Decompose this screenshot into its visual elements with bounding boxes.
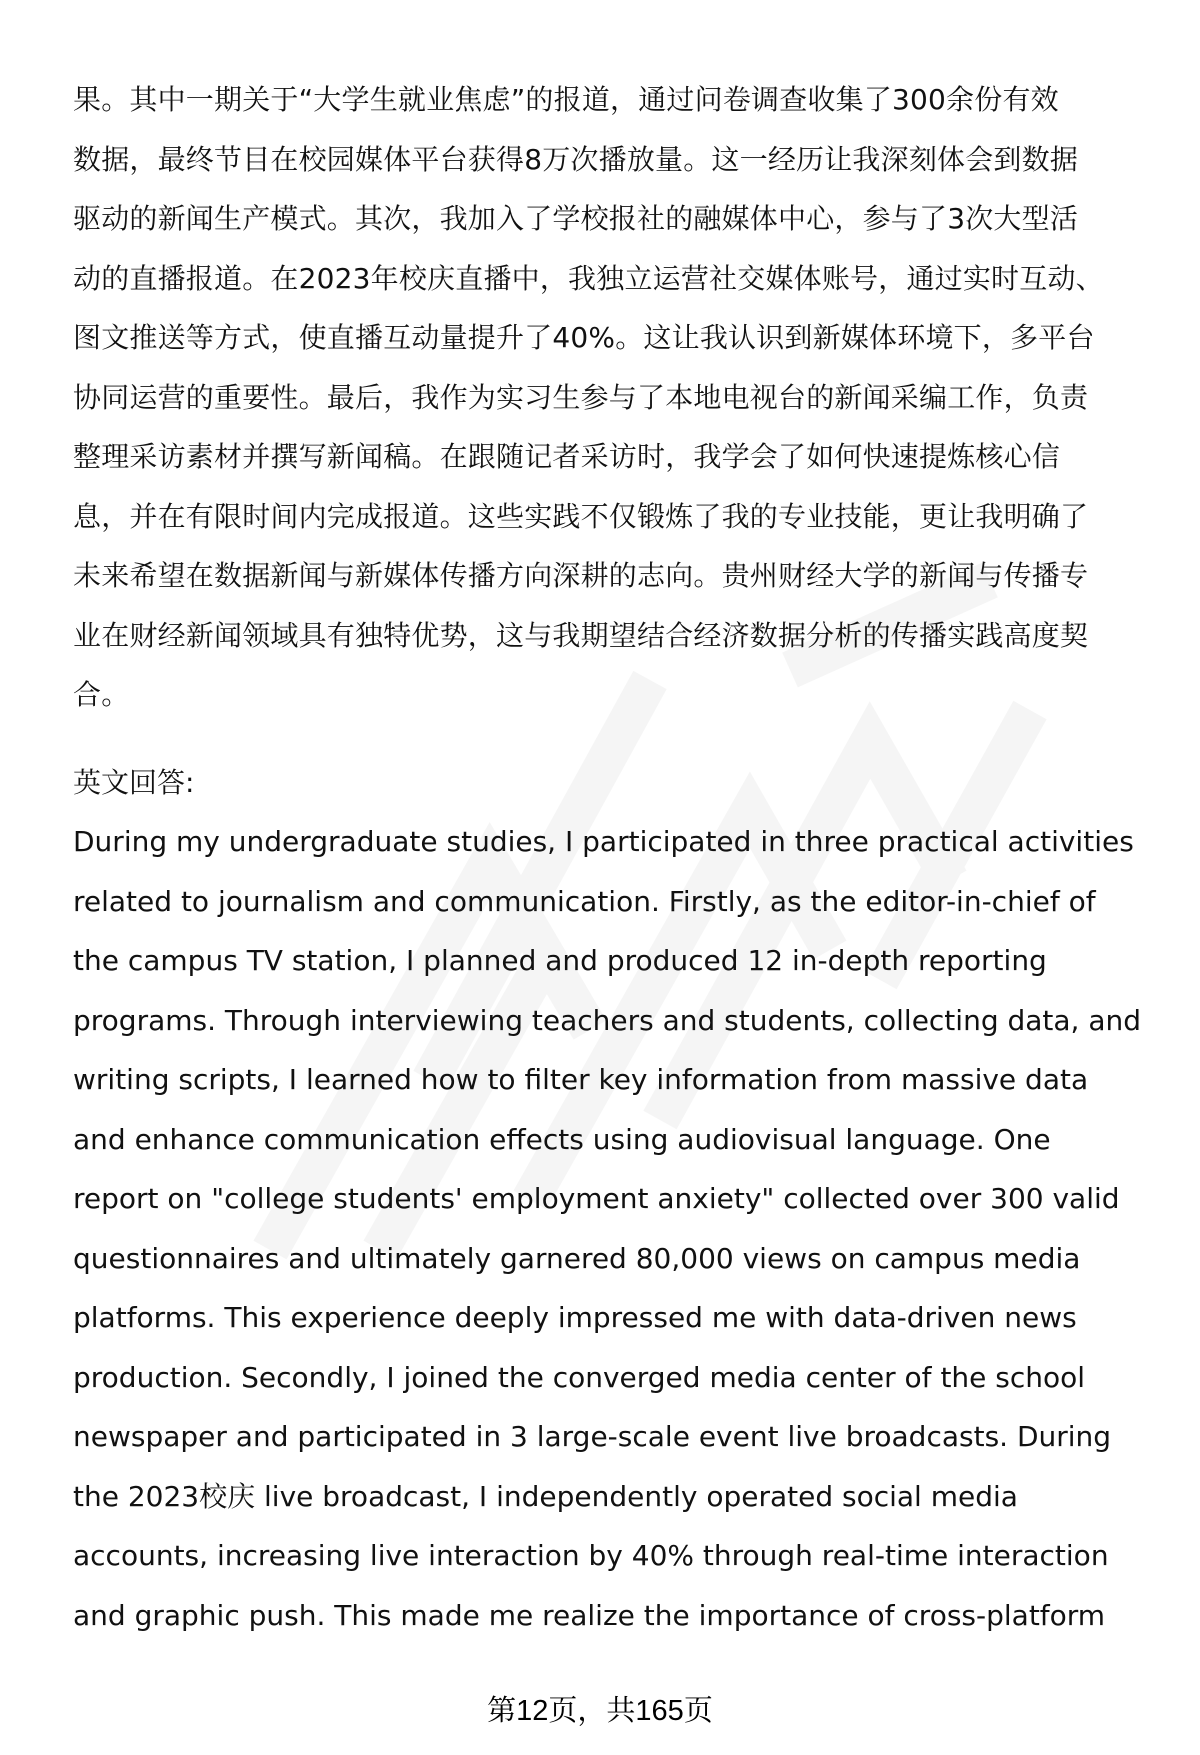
text-line: and graphic push. This made me realize the importance of cross-platform [73,1598,1106,1632]
text-line: During my undergraduate studies, I participated in three practical activities [73,825,1134,858]
page-indicator: 第12页，共165页 [487,1695,713,1727]
text-line: and enhance communication effects using audiovisual language. One [73,1122,1051,1156]
text-line: 整理采访素材并撰写新闻稿。在跟随记者采访时，我学会了如何快速提炼核心信 [73,440,1061,473]
text-line: production. Secondly, I joined the converged media center of the school [73,1360,1086,1394]
text-line: programs. Through interviewing teachers and students, collecting data, and [73,1003,1142,1037]
text-line: the 2023校庆 live broadcast, I independently operated social media [73,1479,1018,1513]
text-line: 数据，最终节目在校园媒体平台获得8万次播放量。这一经历让我深刻体会到数据 [73,142,1079,176]
text-line: 果。其中一期关于“大学生就业焦虑”的报道，通过问卷调查收集了300余份有效 [73,83,1059,116]
chinese-paragraph [73,70,1153,725]
text-line: questionnaires and ultimately garnered 80,000 views on campus media [73,1241,1081,1275]
text-line: writing scripts, I learned how to filter key information from massive data [73,1063,1089,1096]
text-line: 图文推送等方式，使直播互动量提升了40%。这让我认识到新媒体环境下，多平台 [73,321,1095,354]
text-line: platforms. This experience deeply impressed me with data-driven news [73,1301,1077,1334]
text-line: 协同运营的重要性。最后，我作为实习生参与了本地电视台的新闻采编工作，负责 [73,380,1089,414]
text-line: 息，并在有限时间内完成报道。这些实践不仅锻炼了我的专业技能，更让我明确了 [73,499,1089,533]
text-line: 动的直播报道。在2023年校庆直播中，我独立运营社交媒体账号，通过实时互动、 [73,261,1104,295]
text-line: newspaper and participated in 3 large-scale event live broadcasts. During [73,1420,1112,1453]
text-line: related to journalism and communication. Firstly, as the editor-in-chief of [73,884,1096,918]
english-answer-label: 英文回答: [73,765,195,799]
paragraph-gap [73,725,1153,753]
text-line: 未来希望在数据新闻与新媒体传播方向深耕的志向。贵州财经大学的新闻与传播专 [73,559,1089,592]
text-line: 驱动的新闻生产模式。其次，我加入了学校报社的融媒体中心，参与了3次大型活 [73,202,1079,235]
text-line: accounts, increasing live interaction by 40% through real-time interaction [73,1539,1109,1572]
text-line: 业在财经新闻领域具有独特优势，这与我期望结合经济数据分析的传播实践高度契 [73,618,1089,652]
english-paragraph [73,812,1153,1645]
text-line: report on "college students' employment anxiety" collected over 300 valid [73,1182,1120,1215]
document-body [73,70,1153,1645]
text-line: 合。 [73,678,130,711]
text-line: the campus TV station, I planned and produced 12 in-depth reporting [73,944,1047,977]
